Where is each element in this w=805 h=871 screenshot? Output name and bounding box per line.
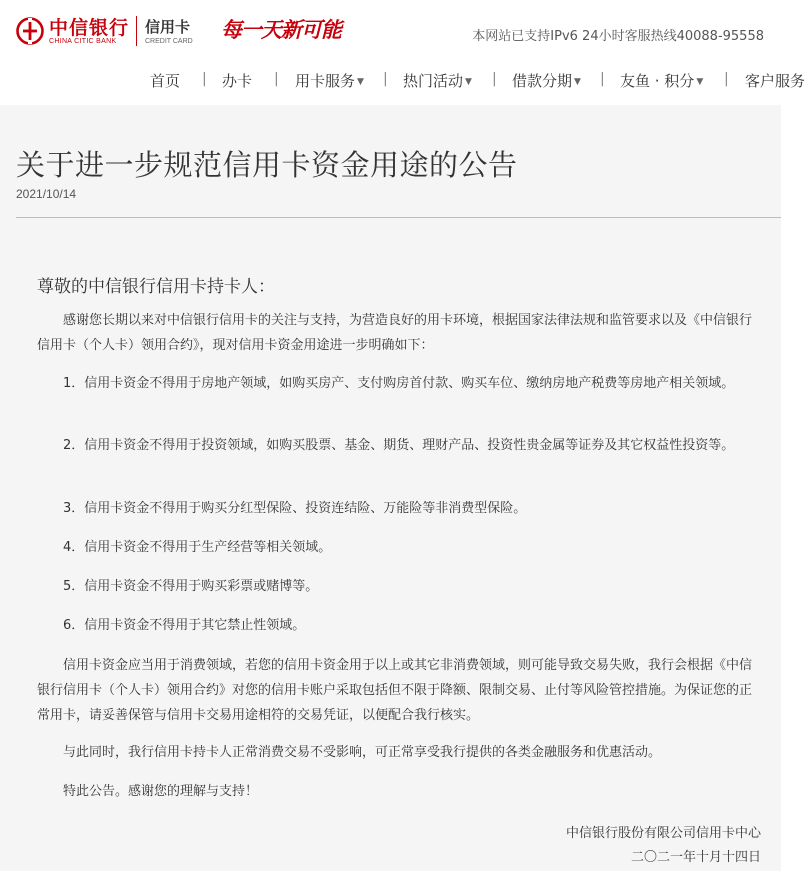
paragraph-consequences: 信用卡资金应当用于消费领域，若您的信用卡资金用于以上或其它非消费领域，则可能导致交易失败，我行会根据《中信银行信用卡（个人卡）领用合约》对您的信用卡账户采取包括但不限于降额、限制交易、止付等风险管控措施。为保证您的正常用卡，请妥善保管与信用卡交易用途相符的交易凭证，以便配合我行核实。 xyxy=(37,658,753,723)
signature-organization: 中信银行股份有限公司信用卡中心 xyxy=(565,826,761,841)
citic-logo-icon[interactable] xyxy=(16,17,44,45)
nav-separator: | xyxy=(492,71,497,87)
paragraph-intro: 感谢您长期以来对中信银行信用卡的关注与支持，为营造良好的用卡环境，根据国家法律法规和监管要求以及《中信银行信用卡（个人卡）领用合约》，现对信用卡资金用途进一步明确如下： xyxy=(37,313,753,353)
paragraph-normal-use: 与此同时，我行信用卡持卡人正常消费交易不受影响，可正常享受我行提供的各类金融服务和优惠活动。 xyxy=(63,745,662,760)
nav-hot-activities-label: 热门活动 xyxy=(403,72,464,90)
logo-divider xyxy=(136,16,137,46)
nav-hot-activities[interactable] xyxy=(403,70,472,91)
chevron-down-icon: ▼ xyxy=(696,77,704,87)
paragraph-item-5: 5．信用卡资金不得用于购买彩票或赌博等。 xyxy=(63,579,319,594)
signature-date: 二〇二一年十月十四日 xyxy=(630,850,761,865)
article-salutation: 尊敬的中信银行信用卡持卡人： xyxy=(37,277,275,297)
paragraph-closing: 特此公告。感谢您的理解与支持！ xyxy=(63,784,259,799)
nav-separator: | xyxy=(724,71,729,87)
nav-loans-installments[interactable] xyxy=(512,70,581,91)
nav-customer-service[interactable] xyxy=(745,70,805,91)
bank-logo-text[interactable]: 中信银行 xyxy=(49,17,130,39)
chevron-down-icon: ▼ xyxy=(357,77,364,87)
brand-slogan: 每一天新可能 xyxy=(221,18,341,42)
article-date: 2021/10/14 xyxy=(16,187,77,201)
nav-home[interactable] xyxy=(150,70,180,91)
nav-separator: | xyxy=(383,71,388,87)
nav-card-services[interactable] xyxy=(295,70,364,91)
nav-separator: | xyxy=(202,71,207,87)
chevron-down-icon: ▼ xyxy=(465,77,472,87)
bank-logo-english: CHINA CITIC BANK xyxy=(49,38,117,45)
site-header xyxy=(0,0,805,105)
paragraph-item-1: 1．信用卡资金不得用于房地产领域，如购买房产、支付购房首付款、购买车位、缴纳房地产税费等房地产相关领域。 xyxy=(63,376,735,391)
service-hotline: 本网站已支持IPv6 24小时客服热线40088-95558 xyxy=(472,29,764,44)
paragraph-item-3: 3．信用卡资金不得用于购买分红型保险、投资连结险、万能险等非消费型保险。 xyxy=(63,501,527,516)
paragraph-item-2: 2．信用卡资金不得用于投资领域，如购买股票、基金、期货、理财产品、投资性贵金属等证券及其它权益性投资等。 xyxy=(63,438,735,453)
nav-loans-installments-label: 借款分期 xyxy=(512,72,573,90)
title-divider xyxy=(16,217,781,218)
nav-home-label: 首页 xyxy=(150,72,181,90)
nav-apply-card[interactable] xyxy=(222,70,252,91)
paragraph-item-6: 6．信用卡资金不得用于其它禁止性领域。 xyxy=(63,618,306,633)
nav-separator: | xyxy=(600,71,605,87)
nav-youyu-points[interactable] xyxy=(620,70,703,91)
article-title: 关于进一步规范信用卡资金用途的公告 xyxy=(16,148,518,182)
chevron-down-icon: ▼ xyxy=(574,77,581,87)
credit-card-logo-english: CREDIT CARD xyxy=(145,38,193,45)
credit-card-logo-text[interactable]: 信用卡 xyxy=(145,18,191,36)
nav-separator: | xyxy=(274,71,279,87)
nav-youyu-points-label: 友鱼 · 积分 xyxy=(620,72,695,90)
nav-apply-card-label: 办卡 xyxy=(222,72,253,90)
paragraph-item-4: 4．信用卡资金不得用于生产经营等相关领域。 xyxy=(63,540,332,555)
nav-customer-service-label: 客户服务 xyxy=(745,72,805,90)
nav-card-services-label: 用卡服务 xyxy=(295,72,356,90)
main-nav xyxy=(0,66,805,94)
